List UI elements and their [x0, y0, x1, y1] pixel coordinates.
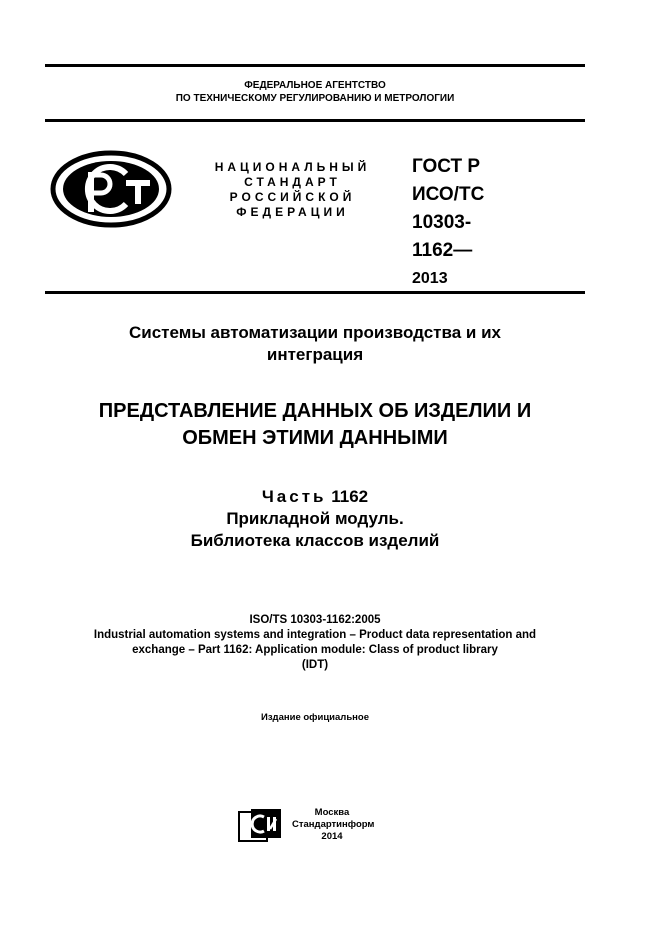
top-rule	[45, 64, 585, 67]
title-block-rule	[45, 291, 585, 294]
module-line-1: Прикладной модуль.	[226, 509, 404, 528]
designation-line-4: 1162—	[412, 240, 473, 261]
iso-title-line-2: exchange – Part 1162: Application module: Class of product library	[132, 644, 498, 656]
national-standard-line-3: РОССИЙСКОЙ	[229, 190, 356, 204]
part-title	[45, 486, 585, 552]
publisher-year: 2014	[321, 831, 343, 842]
publisher-name: Стандартинформ	[292, 819, 375, 830]
main-title-line-2: ОБМЕН ЭТИМИ ДАННЫМИ	[182, 427, 448, 449]
publisher-block	[292, 807, 375, 843]
series-title	[45, 322, 585, 366]
module-line-2: Библиотека классов изделий	[190, 531, 440, 550]
designation-line-3: 10303-	[412, 212, 472, 233]
agency-line-1: ФЕДЕРАЛЬНОЕ АГЕНТСТВО	[244, 80, 386, 91]
main-title-line-1: ПРЕДСТАВЛЕНИЕ ДАННЫХ ОБ ИЗДЕЛИИ И	[98, 400, 532, 422]
designation-line-2: ИСО/ТС	[412, 184, 485, 205]
part-heading	[45, 486, 585, 508]
publisher-city: Москва	[314, 807, 350, 818]
main-title	[45, 398, 585, 452]
edition-label: Издание официальное	[261, 712, 369, 723]
designation-line-1: ГОСТ Р	[412, 156, 481, 177]
national-standard-label	[195, 160, 390, 220]
national-standard-line-1: НАЦИОНАЛЬНЫЙ	[214, 160, 371, 174]
standartinform-logo-icon	[238, 808, 282, 842]
part-word: Часть	[261, 487, 327, 506]
agency-header	[45, 79, 585, 105]
iso-reference	[45, 613, 585, 673]
iso-code: ISO/TS 10303-1162:2005	[249, 614, 381, 626]
iso-equivalence: (IDT)	[301, 659, 329, 671]
agency-line-2: ПО ТЕХНИЧЕСКОМУ РЕГУЛИРОВАНИЮ И МЕТРОЛОГИИ	[175, 93, 455, 104]
part-number: 1162	[331, 487, 369, 506]
standard-designation	[412, 153, 484, 293]
series-title-line-1: Системы автоматизации производства и их	[129, 323, 501, 342]
series-title-line-2: интеграция	[266, 345, 364, 364]
national-standard-line-4: ФЕДЕРАЦИИ	[236, 205, 349, 219]
designation-year: 2013	[412, 270, 448, 287]
gost-r-certification-logo-icon	[50, 150, 172, 228]
header-rule	[45, 119, 585, 122]
national-standard-line-2: СТАНДАРТ	[244, 175, 341, 189]
iso-title-line-1: Industrial automation systems and integration – Product data representation and	[93, 629, 537, 641]
